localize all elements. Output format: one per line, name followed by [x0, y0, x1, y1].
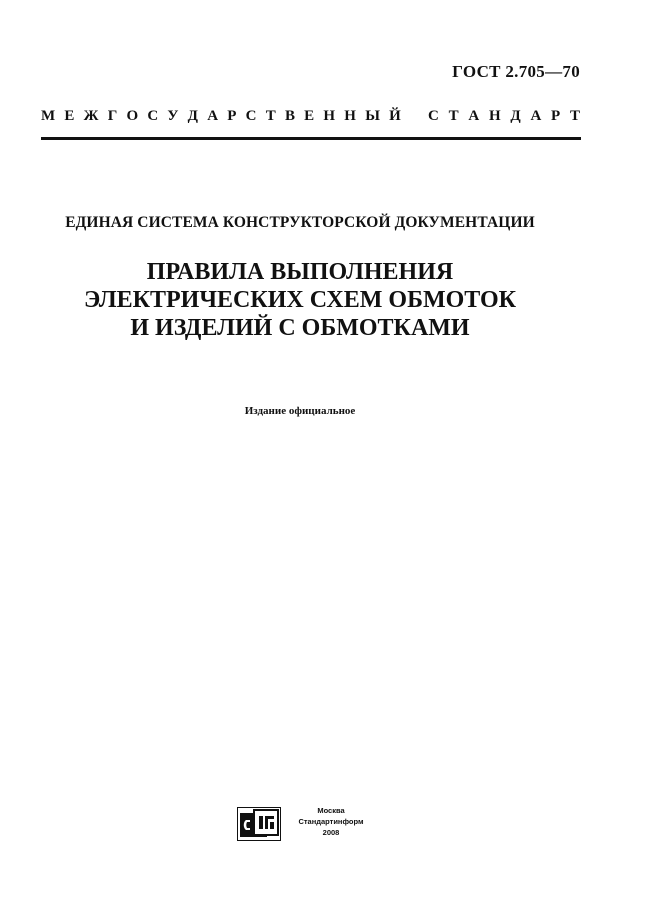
- standard-type-word-standard: С Т А Н Д А Р Т: [428, 108, 580, 124]
- standard-type-word-interstate: М Е Ж Г О С У Д А Р С Т В Е Н Н Ы Й: [41, 108, 401, 124]
- system-title: ЕДИНАЯ СИСТЕМА КОНСТРУКТОРСКОЙ ДОКУМЕНТАЦИИ: [65, 214, 535, 231]
- publisher-name: Стандартинформ: [298, 817, 364, 826]
- publisher-info: [283, 805, 379, 838]
- header-divider: [41, 137, 581, 140]
- gost-number: ГОСТ 2.705—70: [452, 62, 580, 81]
- document-title-line-3: И ИЗДЕЛИЙ С ОБМОТКАМИ: [130, 315, 470, 341]
- edition-label: Издание официальное: [244, 405, 356, 417]
- standard-type-heading: [41, 108, 580, 125]
- document-title-line-1: ПРАВИЛА ВЫПОЛНЕНИЯ: [146, 259, 454, 285]
- standartinform-logo-icon: [237, 807, 281, 841]
- document-title: [0, 258, 600, 342]
- publisher-year: 2008: [322, 828, 340, 837]
- document-title-line-2: ЭЛЕКТРИЧЕСКИХ СХЕМ ОБМОТОК: [83, 287, 517, 313]
- publisher-city: Москва: [317, 806, 345, 815]
